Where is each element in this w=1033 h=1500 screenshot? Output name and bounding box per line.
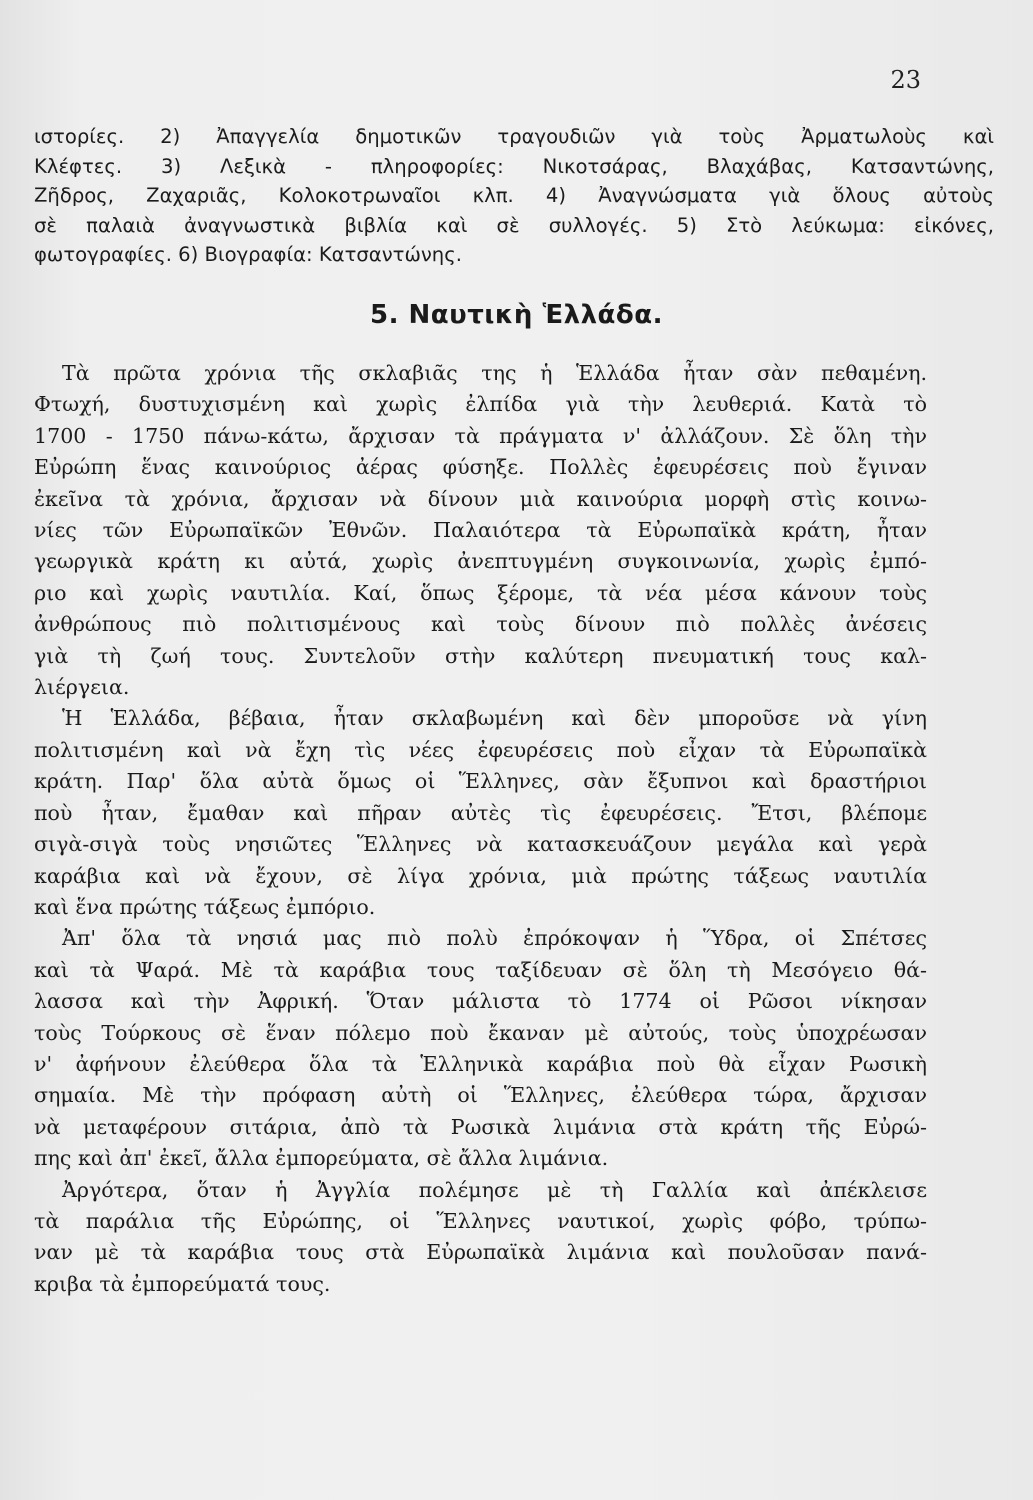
body-line: ποὺ ἦταν, ἔμαθαν καὶ πῆραν αὐτὲς τὶς ἐφευρέσεις. Ἔτσι, βλέπομε [34,800,927,825]
body-line: ἀνθρώπους πιὸ πολιτισμένους καὶ τοὺς δίνουν πιὸ πολλὲς ἀνέσεις [34,612,927,637]
body-line: Ἡ Ἑλλάδα, βέβαια, ἦταν σκλαβωμένη καὶ δὲν μποροῦσε νὰ γίνη [62,706,927,731]
body-line: τὰ παράλια τῆς Εὐρώπης, οἱ Ἕλληνες ναυτικοί, χωρὶς φόβο, τρύπω- [34,1208,927,1233]
body-line: γεωργικὰ κράτη κι αὐτά, χωρὶς ἀνεπτυγμένη συγκοινωνία, χωρὶς ἐμπό- [34,549,927,574]
body-line: ριο καὶ χωρὶς ναυτιλία. Καί, ὅπως ξέρομε, τὰ νέα μέσα κάνουν τοὺς [34,580,927,605]
intro-line: φωτογραφίες. 6) Βιογραφία: Κατσαντώνης. [34,243,462,267]
body-line: νίες τῶν Εὐρωπαϊκῶν Ἐθνῶν. Παλαιότερα τὰ Εὐρωπαϊκὰ κράτη, ἦταν [34,518,927,543]
body-line: καὶ τὰ Ψαρά. Μὲ τὰ καράβια τους ταξίδευαν σὲ ὅλη τὴ Μεσόγειο θά- [34,957,927,982]
body-line: ν' ἀφήνουν ἐλεύθερα ὅλα τὰ Ἑλληνικὰ καράβια ποὺ θὰ εἶχαν Ρωσικὴ [34,1051,927,1076]
body-line: Ἀργότερα, ὅταν ἡ Ἀγγλία πολέμησε μὲ τὴ Γαλλία καὶ ἀπέκλεισε [62,1177,927,1202]
body-text [34,358,927,1300]
body-line: λιέργεια. [34,675,130,700]
body-line: γιὰ τὴ ζωή τους. Συντελοῦν στὴν καλύτερη πνευματική τους καλ- [34,643,927,668]
body-line: λασσα καὶ τὴν Ἀφρική. Ὅταν μάλιστα τὸ 1774 οἱ Ρῶσοι νίκησαν [34,989,927,1014]
intro-paragraph [34,122,994,270]
intro-line: Κλέφτες. 3) Λεξικὰ - πληροφορίες: Νικοτσάρας, Βλαχάβας, Κατσαντώνης, [34,154,994,178]
body-line: πης καὶ ἀπ' ἐκεῖ, ἄλλα ἐμπορεύματα, σὲ ἄλλα λιμάνια. [34,1146,609,1171]
body-line: νὰ μεταφέρουν σιτάρια, ἀπὸ τὰ Ρωσικὰ λιμάνια στὰ κράτη τῆς Εὐρώ- [34,1114,927,1139]
body-line: 1700 - 1750 πάνω-κάτω, ἄρχισαν τὰ πράγματα ν' ἀλλάζουν. Σὲ ὅλη τὴν [34,423,927,448]
body-line: Τὰ πρῶτα χρόνια τῆς σκλαβιᾶς της ἡ Ἑλλάδα ἦταν σὰν πεθαμένη. [62,361,927,385]
intro-line: Ζῆδρος, Ζαχαριᾶς, Κολοκοτρωναῖοι κλπ. 4) Ἀναγνώσματα γιὰ ὅλους αὐτοὺς [34,184,994,208]
body-line: σιγὰ-σιγὰ τοὺς νησιῶτες Ἕλληνες νὰ κατασκευάζουν μεγάλα καὶ γερὰ [34,832,927,857]
body-line: Φτωχή, δυστυχισμένη καὶ χωρὶς ἐλπίδα γιὰ τὴν λευθεριά. Κατὰ τὸ [34,392,927,417]
intro-line: σὲ παλαιὰ ἀναγνωστικὰ βιβλία καὶ σὲ συλλογές. 5) Στὸ λεύκωμα: εἰκόνες, [34,213,994,237]
body-line: καράβια καὶ νὰ ἔχουν, σὲ λίγα χρόνια, μιὰ πρώτης τάξεως ναυτιλία [34,863,927,888]
body-line: Εὐρώπη ἕνας καινούριος ἀέρας φύσηξε. Πολλὲς ἐφευρέσεις ποὺ ἔγιναν [34,455,927,480]
body-line: ἐκεῖνα τὰ χρόνια, ἄρχισαν νὰ δίνουν μιὰ καινούρια μορφὴ στὶς κοινω- [34,486,927,511]
intro-line: ιστορίες. 2) Ἀπαγγελία δημοτικῶν τραγουδιῶν γιὰ τοὺς Ἀρματωλοὺς καὶ [34,125,994,148]
body-line: κριβα τὰ ἐμπορεύματά τους. [34,1271,331,1296]
body-line: ναν μὲ τὰ καράβια τους στὰ Εὐρωπαϊκὰ λιμάνια καὶ πουλοῦσαν πανά- [34,1240,927,1265]
body-line: καὶ ἕνα πρώτης τάξεως ἐμπόριο. [34,894,376,919]
page-number: 23 [890,66,921,94]
body-line: τοὺς Τούρκους σὲ ἕναν πόλεμο ποὺ ἔκαναν μὲ αὐτούς, τοὺς ὑποχρέωσαν [34,1020,927,1045]
body-line: Ἀπ' ὅλα τὰ νησιά μας πιὸ πολὺ ἐπρόκοψαν ἡ Ὕδρα, οἱ Σπέτσες [62,926,927,951]
body-line: κράτη. Παρ' ὅλα αὐτὰ ὅμως οἱ Ἕλληνες, σὰν ἔξυπνοι καὶ δραστήριοι [34,769,927,794]
body-line: σημαία. Μὲ τὴν πρόφαση αὐτὴ οἱ Ἕλληνες, ἐλεύθερα τώρα, ἄρχισαν [34,1083,927,1108]
body-line: πολιτισμένη καὶ νὰ ἔχη τὶς νέες ἐφευρέσεις ποὺ εἶχαν τὰ Εὐρωπαϊκὰ [34,737,927,762]
section-heading: 5. Ναυτικὴ Ἑλλάδα. [370,300,663,330]
